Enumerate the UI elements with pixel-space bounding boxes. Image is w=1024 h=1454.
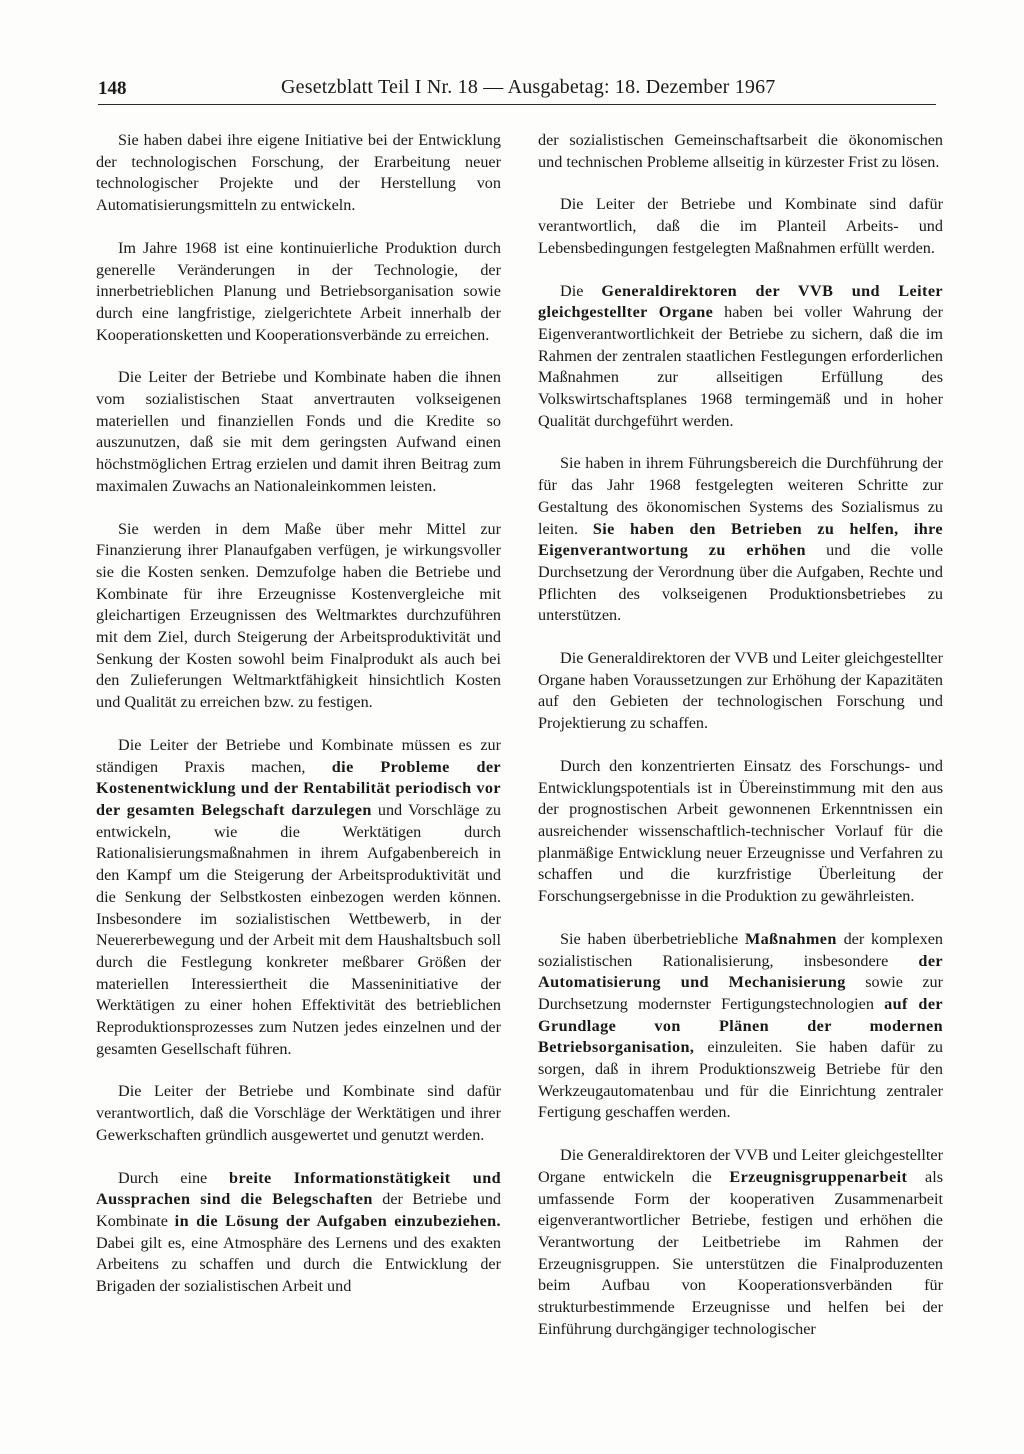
emphasized-text: Sie haben den Betrieben zu helfen, ihre Eigenverantwortung zu erhöhen (538, 519, 944, 560)
running-title: Gesetzblatt Teil I Nr. 18 — Ausgabetag: 18. Dezember 1967 (281, 76, 776, 98)
header-rule (98, 104, 936, 105)
text-run: Die Leiter der Betriebe und Kombinate müssen es zur ständigen Praxis machen, (96, 735, 501, 776)
text-run: der komplexen sozialistischen Rationalisierung, insbesondere (538, 929, 943, 970)
paragraph (96, 735, 501, 1061)
paragraph: Im Jahre 1968 ist eine kontinuierliche Produktion durch generelle Veränderungen in der Technologie, der innerbetrieblichen Planung und Betriebsorganisation sowie durch eine langfristige, zielgerichtete Arbeit innerhalb der Kooperationsketten und Kooperationsverbände zu erreichen. (96, 238, 501, 344)
paragraph: der sozialistischen Gemeinschaftsarbeit die ökonomischen und technischen Probleme allseitig in kürzester Frist zu lösen. (538, 131, 943, 171)
paragraph: Sie werden in dem Maße über mehr Mittel zur Finanzierung ihrer Planaufgaben verfügen, je wirkungsvoller sie die Kosten senken. Demzufolge haben die Betriebe und Kombinate für ihre Erzeugnisse Kostenvergleiche mit gleichartigen Erzeugnissen des Weltmarktes durchzuführen mit dem Ziel, durch Steigerung der Arbeitsproduktivität und Senkung der Kosten sowohl beim Finalprodukt als auch bei den Zulieferungen Weltmarktfähigkeit hinsichtlich Kosten und Qualität zu erreichen bzw. zu festigen. (96, 519, 501, 712)
text-run: haben bei voller Wahrung der Eigenverantwortlichkeit der Betriebe zu sichern, daß die im Rahmen der zentralen staatlichen Festlegungen erforderlichen Maßnahmen zur allseitigen Erfüllung des Volkswirtschaftsplanes 1968 termingemäß und in hoher Qualität durchgeführt werden. (538, 303, 943, 430)
paragraph: Die Leiter der Betriebe und Kombinate sind dafür verantwortlich, daß die im Planteil Arbeits- und Lebensbedingungen festgelegten Maßnahmen erfüllt werden. (538, 195, 943, 257)
text-run: als umfassende Form der kooperativen Zusammenarbeit eigenverantwortlicher Betriebe, festigen und erhöhen die Verantwortung der Leitbetriebe im Rahmen der Erzeugnisgruppen. Sie unterstützen die Finalproduzenten beim Aufbau von Kooperationsverbänden für strukturbestimmende Erzeugnisse und helfen bei der Einführung durchgängiger technologischer (538, 1167, 944, 1338)
text-run: sowie zur Durchsetzung modernster Fertigungstechnologien (538, 973, 944, 1013)
text-run: Die Generaldirektoren der VVB und Leiter gleichgestellter Organe entwickeln die (538, 1146, 943, 1186)
paragraph (538, 453, 943, 627)
paragraph: Durch den konzentrierten Einsatz des Forschungs- und Entwicklungspotentials ist in Übereinstimmung mit den aus der prognostischen Arbeit gewonnenen Erkenntnissen ein ausreichender wissenschaftlich-technischer Vorlauf für die planmäßige Entwicklung neuer Erzeugnisse und Verfahren zu schaffen und die kurzfristige Überleitung der Forschungsergebnisse in die Produktion zu gewährleisten. (538, 756, 943, 906)
page-header (98, 74, 936, 108)
text-run: Die (560, 281, 584, 300)
emphasized-text: in die Lösung der Aufgaben einzubeziehen. (174, 1211, 502, 1230)
paragraph: Sie haben dabei ihre eigene Initiative bei der Entwicklung der technologischen Forschung, der Erarbeitung neuer technologischer Projekte und der Herstellung von Automatisierungsmitteln zu entwickeln. (96, 131, 501, 215)
emphasized-text: auf der Grundlage von Plänen der modernen Betriebsorganisation, (538, 994, 943, 1057)
emphasized-text: Maßnahmen (744, 929, 837, 948)
emphasized-text: die Probleme der Kostenentwicklung und der Rentabilität periodisch vor der gesamten Belegschaft darzulegen (96, 757, 502, 819)
paragraph: Die Leiter der Betriebe und Kombinate haben die ihnen vom sozialistischen Staat anvertrauten volkseigenen materiellen und finanziellen Fonds und die Kredite so auszunutzen, daß sie mit dem geringsten Aufwand einen höchstmöglichen Ertrag erzielen und damit ihren Beitrag zum maximalen Zuwachs an Nationaleinkommen leisten. (96, 368, 501, 495)
text-run: und Vorschläge zu entwickeln, wie die Werktätigen durch Rationalisierungsmaßnahmen in ihrem Aufgabenbereich in den Kampf um die Steigerung der Arbeitsproduktivität und die Senkung der Selbstkosten einbezogen werden können. Insbesondere im sozialistischen Wettbewerb, in der Neuererbewegung und der Arbeit mit dem Haushaltsbuch soll durch die Festlegung konkreter meßbarer Größen der materiellen Interessiertheit die Masseninitiative der Werktätigen zu einer hohen Effektivität des betrieblichen Reproduktionsprozesses zum Nutzen jedes einzelnen und der gesamten Gesellschaft führen. (96, 800, 501, 1058)
text-run: Sie haben überbetriebliche (560, 929, 739, 948)
page-number: 148 (98, 78, 127, 99)
text-run: und die volle Durchsetzung der Verordnung über die Aufgaben, Rechte und Pflichten des volkseigenen Produktionsbetriebes zu unterstützen. (538, 541, 943, 625)
text-run: Dabei gilt es, eine Atmosphäre des Lernens und des exakten Arbeitens zu schaffen und durch die Entwicklung der Brigaden der sozialistischen Arbeit und (96, 1233, 501, 1296)
paragraph (538, 281, 943, 433)
emphasized-text: der Automatisierung und Mechanisierung (538, 951, 943, 992)
paragraph (538, 929, 943, 1124)
emphasized-text: Generaldirektoren der VVB und Leiter gleichgestellter Organe (538, 281, 944, 322)
right-column (538, 130, 943, 1361)
text-run: Sie haben in ihrem Führungsbereich die Durchführung der für das Jahr 1968 festgelegten weiteren Schritte zur Gestaltung des ökonomischen Systems des Sozialismus zu leiten. (538, 454, 943, 538)
emphasized-text: breite Informationstätigkeit und Aussprachen sind die Belegschaften (96, 1168, 501, 1209)
left-column (96, 130, 501, 1319)
text-run: einzuleiten. Sie haben dafür zu sorgen, daß in ihrem Produktionszweig Betriebe für den Werkzeugautomatenbau und für die Einrichtung zentraler Fertigung geschaffen werden. (538, 1038, 943, 1122)
text-run: der Betriebe und Kombinate (96, 1190, 502, 1230)
paragraph (538, 1145, 943, 1340)
paragraph: Die Leiter der Betriebe und Kombinate sind dafür verantwortlich, daß die Vorschläge der Werktätigen und ihrer Gewerkschaften gründlich ausgewertet und genutzt werden. (96, 1082, 501, 1144)
paragraph (96, 1168, 501, 1298)
emphasized-text: Erzeugnisgruppenarbeit (729, 1167, 908, 1186)
paragraph: Die Generaldirektoren der VVB und Leiter gleichgestellter Organe haben Voraussetzungen zur Erhöhung der Kapazitäten auf den Gebieten der technologischen Forschung und Projektierung zu schaffen. (538, 649, 943, 733)
text-run: Durch eine (118, 1168, 208, 1187)
